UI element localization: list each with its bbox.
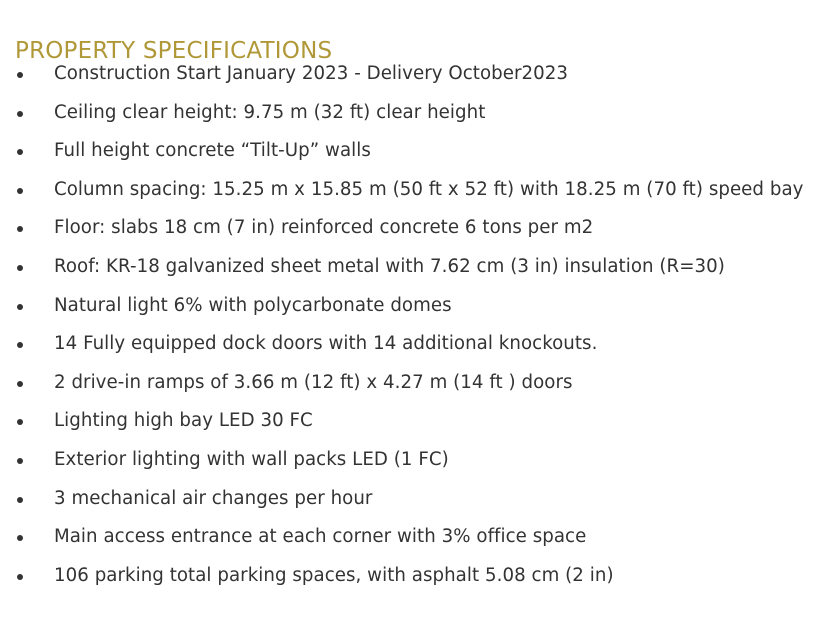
- bullet-icon: [17, 149, 23, 155]
- bullet-icon: [17, 458, 23, 464]
- spec-text: Exterior lighting with wall packs LED (1 FC): [54, 448, 449, 470]
- list-item: [0, 171, 840, 210]
- bullet-icon: [17, 497, 23, 503]
- spec-text: Roof: KR-18 galvanized sheet metal with 7.62 cm (3 in) insulation (R=30): [54, 255, 725, 277]
- spec-text: Column spacing: 15.25 m x 15.85 m (50 ft x 52 ft) with 18.25 m (70 ft) speed bay: [54, 178, 804, 200]
- spec-text: Full height concrete “Tilt-Up” walls: [54, 140, 371, 162]
- spec-text: 14 Fully equipped dock doors with 14 additional knockouts.: [54, 333, 598, 355]
- section-title: PROPERTY SPECIFICATIONS: [15, 38, 333, 65]
- bullet-icon: [17, 342, 23, 348]
- list-item: [0, 287, 840, 326]
- list-item: [0, 557, 840, 596]
- spec-text: Natural light 6% with polycarbonate domes: [54, 294, 452, 316]
- spec-text: Ceiling clear height: 9.75 m (32 ft) clear height: [54, 101, 486, 123]
- list-item: [0, 518, 840, 557]
- list-item: [0, 480, 840, 519]
- spec-text: Construction Start January 2023 - Delivery October2023: [54, 63, 568, 84]
- bullet-icon: [17, 265, 23, 271]
- bullet-icon: [17, 111, 23, 117]
- bullet-icon: [17, 72, 23, 78]
- spec-list: [0, 55, 840, 595]
- list-item: [0, 132, 840, 171]
- spec-text: Main access entrance at each corner with 3% office space: [54, 526, 587, 548]
- list-item: [0, 441, 840, 480]
- list-item: [0, 364, 840, 403]
- bullet-icon: [17, 226, 23, 232]
- spec-text: 2 drive-in ramps of 3.66 m (12 ft) x 4.27 m (14 ft ) doors: [54, 371, 573, 393]
- bullet-icon: [17, 381, 23, 387]
- list-item: [0, 94, 840, 133]
- bullet-icon: [17, 535, 23, 541]
- list-item: [0, 325, 840, 364]
- list-item: [0, 402, 840, 441]
- spec-text: Floor: slabs 18 cm (7 in) reinforced concrete 6 tons per m2: [54, 217, 594, 239]
- spec-text: Lighting high bay LED 30 FC: [54, 410, 313, 432]
- list-item: [0, 55, 840, 94]
- bullet-icon: [17, 419, 23, 425]
- bullet-icon: [17, 304, 23, 310]
- list-item: [0, 209, 840, 248]
- list-item: [0, 248, 840, 287]
- bullet-icon: [17, 188, 23, 194]
- spec-text: 3 mechanical air changes per hour: [54, 487, 373, 509]
- bullet-icon: [17, 574, 23, 580]
- spec-text: 106 parking total parking spaces, with asphalt 5.08 cm (2 in): [54, 564, 614, 586]
